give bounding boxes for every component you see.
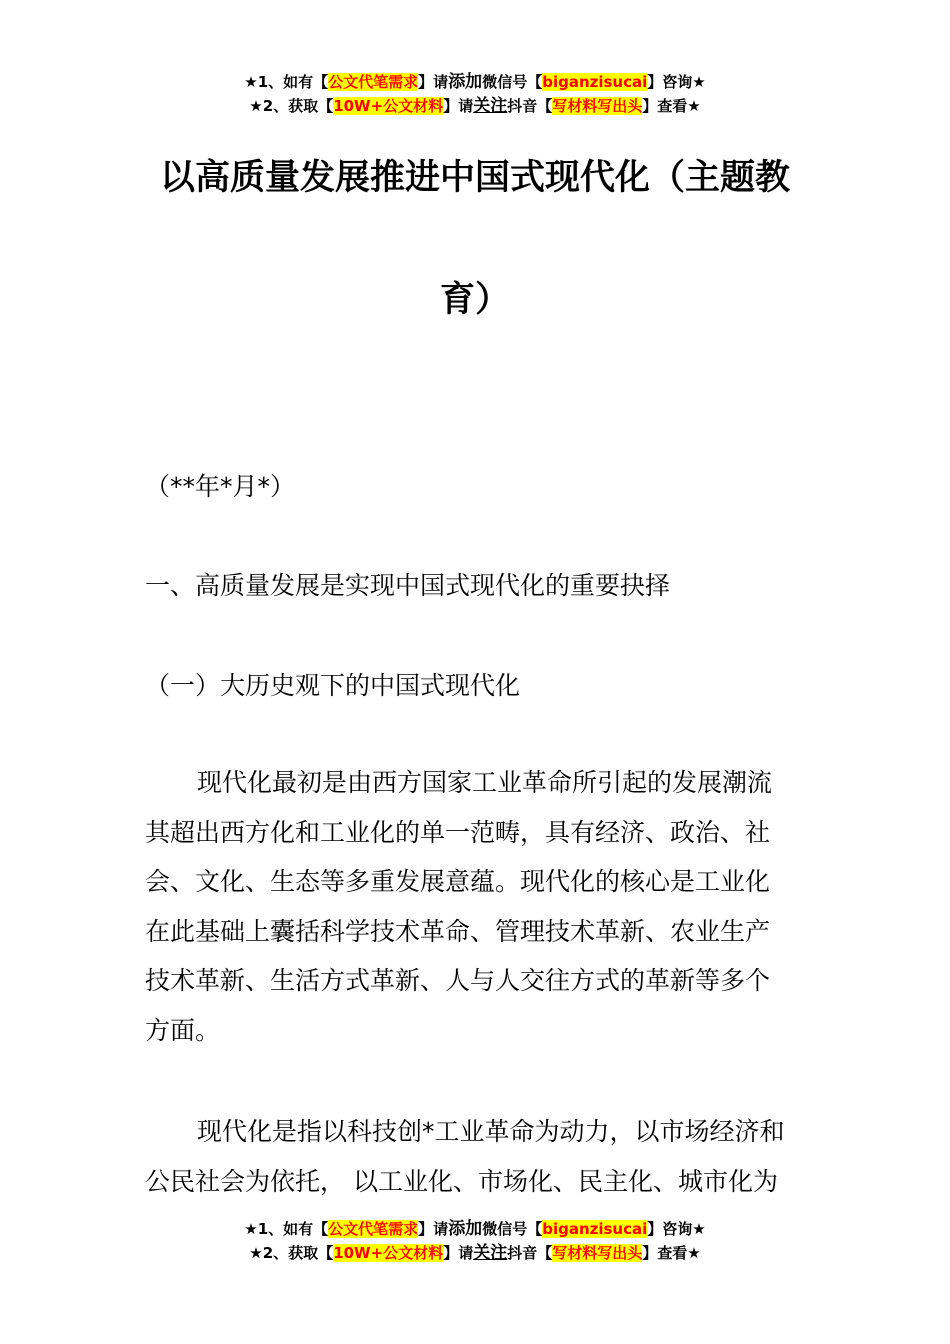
document-title-line-2: 育）: [439, 280, 510, 320]
banner-highlight: 公文代笔需求: [328, 1220, 419, 1238]
banner-line-2: ★2、获取【10W+公文材料】请关注抖音【写材料写出头】查看★: [249, 1243, 701, 1263]
paragraph-line: 公民社会为依托， 以工业化、市场化、民主化、城市化为: [145, 1166, 778, 1196]
body-paragraph-1: [145, 758, 810, 1055]
banner-highlight: 10W+公文材料: [333, 97, 444, 115]
paragraph-line: 现代化最初是由西方国家工业革命所引起的发展潮流: [197, 768, 773, 797]
paragraph-line: 现代化是指以科技创*工业革命为动力，以市场经济和: [197, 1117, 785, 1146]
banner-douyin-id: 写材料写出头: [552, 1244, 643, 1262]
paragraph-line: 在此基础上囊括科学技术革命、管理技术革新、农业生产: [145, 916, 771, 946]
document-title-line-1: 以高质量发展推进中国式现代化（主题教: [159, 158, 790, 198]
section-heading: 一、高质量发展是实现中国式现代化的重要抉择: [145, 571, 671, 600]
paragraph-line: 方面。: [145, 1015, 221, 1045]
banner-douyin-id: 写材料写出头: [552, 97, 643, 115]
banner-highlight: 公文代笔需求: [328, 73, 419, 91]
document-date: （**年*月*）: [145, 472, 296, 501]
banner-highlight: 10W+公文材料: [333, 1244, 444, 1262]
banner-wechat-id: biganzisucai: [542, 1220, 648, 1238]
banner-line-1: ★1、如有【公文代笔需求】请添加微信号【biganzisucai】咨询★: [244, 72, 706, 92]
banner-wechat-id: biganzisucai: [542, 73, 648, 91]
banner-line-1: ★1、如有【公文代笔需求】请添加微信号【biganzisucai】咨询★: [244, 1219, 706, 1239]
subsection-heading: （一）大历史观下的中国式现代化: [145, 671, 521, 700]
header-banner: [0, 70, 950, 118]
paragraph-line: 会、文化、生态等多重发展意蕴。现代化的核心是工业化: [145, 867, 771, 896]
paragraph-line: 技术革新、生活方式革新、人与人交往方式的革新等多个: [145, 966, 771, 995]
paragraph-line: 其超出西方化和工业化的单一范畴，具有经济、政治、社: [145, 817, 771, 847]
footer-banner: [0, 1217, 950, 1265]
body-paragraph-2: [145, 1107, 810, 1206]
banner-line-2: ★2、获取【10W+公文材料】请关注抖音【写材料写出头】查看★: [249, 96, 701, 116]
